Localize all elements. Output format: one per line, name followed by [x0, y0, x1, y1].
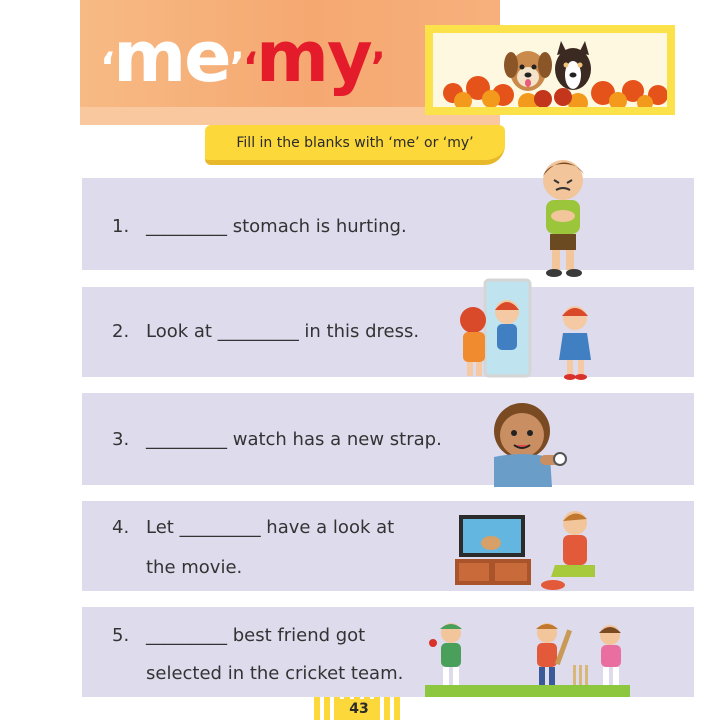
page-title: [100, 12, 384, 113]
exercise-number: 1.: [112, 216, 130, 237]
title-quote: ‘: [242, 45, 257, 91]
dogs-in-leaves-illustration: [433, 33, 667, 107]
instruction-banner: Fill in the blanks with ‘me’ or ‘my’: [205, 125, 505, 165]
title-word-me: me: [113, 16, 230, 98]
exercise-sentence: Look at _________ in this dress.: [146, 321, 420, 342]
exercise-sentence: Let _________ have a look at: [146, 517, 395, 538]
title-word-my: my: [256, 16, 371, 98]
exercise-sentence: _________ best friend got: [146, 625, 366, 646]
exercise-number: 3.: [112, 429, 130, 450]
exercise-number: 2.: [112, 321, 130, 342]
title-quote: ‘: [100, 45, 114, 91]
exercise-row: [82, 393, 694, 485]
boy-stomach-ache-illustration: [518, 150, 608, 280]
dogs-photo-frame: [425, 25, 675, 115]
girl-with-watch-illustration: [480, 395, 575, 490]
page-footer: [314, 697, 404, 720]
kids-playing-cricket-illustration: [425, 615, 630, 697]
page-number: 43: [340, 699, 378, 720]
exercise-number: 4.: [112, 517, 130, 538]
exercise-sentence: _________ stomach is hurting.: [146, 216, 407, 237]
exercise-sentence: selected in the cricket team.: [146, 663, 404, 684]
boy-watching-tv-illustration: [455, 505, 610, 595]
exercise-sentence: the movie.: [146, 557, 243, 578]
title-quote: ’: [229, 45, 243, 91]
exercise-number: 5.: [112, 625, 130, 646]
girl-at-mirror-illustration: [455, 278, 605, 383]
title-quote: ’: [370, 45, 384, 91]
exercise-sentence: _________ watch has a new strap.: [146, 429, 442, 450]
